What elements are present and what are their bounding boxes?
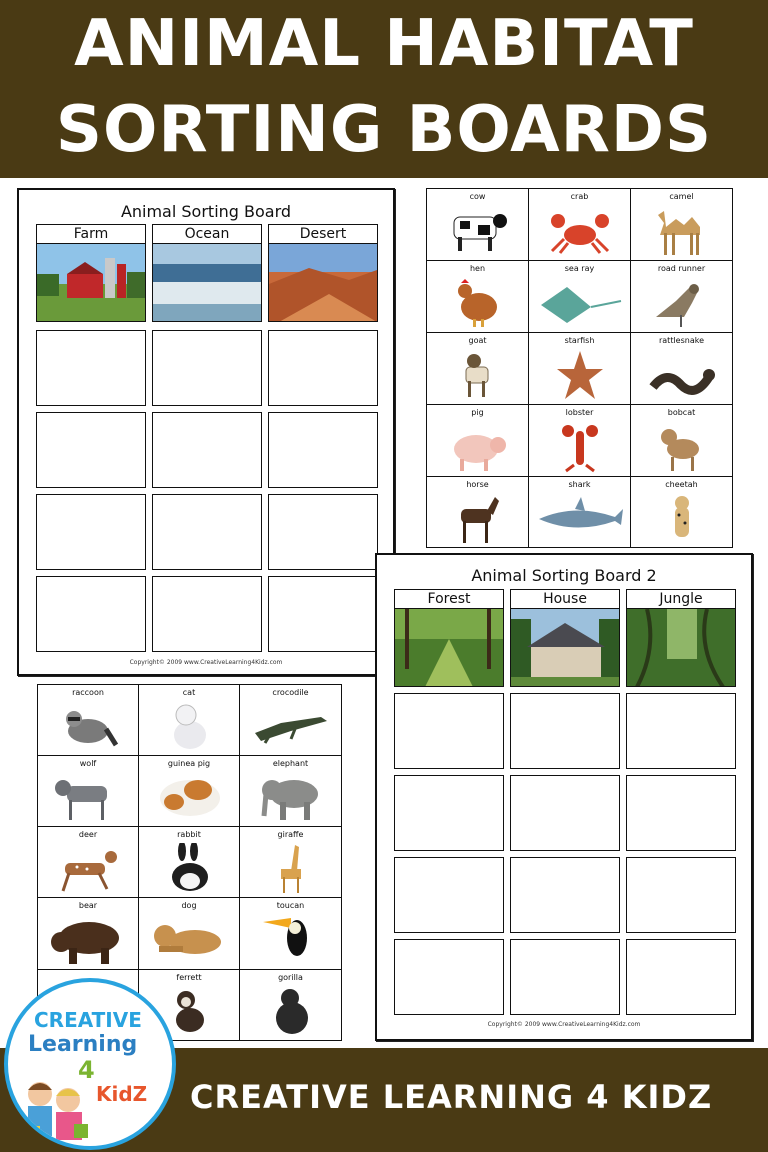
lobster-picture [560,421,600,473]
card-label: rabbit [177,830,201,839]
card-lobster[interactable] [528,404,631,477]
card-label: elephant [272,759,309,768]
card-crocodile[interactable] [239,684,342,756]
card-label: pig [471,408,484,417]
rabbit-picture [164,843,214,893]
bobcat-picture [657,421,707,473]
card-label: hen [469,264,486,273]
column-forest [394,589,504,687]
sort-cell[interactable] [268,576,378,652]
sort-cell[interactable] [152,330,262,406]
ocean-photo [153,244,261,321]
card-label: crocodile [272,688,309,697]
raccoon-picture [58,701,118,751]
sort-cell[interactable] [268,494,378,570]
card-label: wolf [79,759,97,768]
sort-cell[interactable] [268,412,378,488]
card-label: rattlesnake [658,336,705,345]
desert-photo [269,244,377,321]
column-label-house: House [511,590,619,609]
logo-text: KidZ [96,1082,148,1106]
card-label: raccoon [72,688,104,697]
card-label: sea ray [564,264,595,273]
column-house [510,589,620,687]
sort-cell[interactable] [626,775,736,851]
sort-cell[interactable] [510,857,620,933]
card-label: lobster [565,408,594,417]
card-label: goat [468,336,487,345]
gorilla-picture [268,986,314,1036]
logo-text: 4 [78,1056,95,1084]
ferrett-picture [164,986,214,1036]
deer-picture [53,843,123,893]
page-title-line-1: ANIMAL HABITAT [74,7,694,81]
column-label-forest: Forest [395,590,503,609]
sort-cell[interactable] [152,576,262,652]
board-2-copyright: Copyright© 2009 www.CreativeLearning4Kidz.com [487,1021,641,1028]
sort-cell[interactable] [152,412,262,488]
card-label: road runner [657,264,706,273]
card-label: toucan [276,901,305,910]
camel-picture [650,205,714,257]
card-cheetah[interactable] [630,476,733,548]
card-elephant[interactable] [239,755,342,827]
card-crab[interactable] [528,188,631,261]
sort-cell[interactable] [394,693,504,769]
sort-cell[interactable] [394,775,504,851]
column-farm [36,224,146,322]
card-label: camel [669,192,694,201]
cat-picture [166,701,212,751]
card-horse[interactable] [426,476,529,548]
hen-picture [451,277,505,329]
sort-cell[interactable] [394,939,504,1015]
card-label: dog [181,901,197,910]
card-label: cow [469,192,486,201]
toucan-picture [261,914,321,966]
goat-picture [458,349,498,401]
board-2-title: Animal Sorting Board 2 [471,566,657,585]
sea-ray-picture [537,277,623,329]
card-cat[interactable] [138,684,240,756]
sort-cell[interactable] [626,939,736,1015]
sort-cell[interactable] [36,412,146,488]
card-label: horse [466,480,489,489]
card-hen[interactable] [426,260,529,333]
card-label: shark [568,480,591,489]
card-label: guinea pig [167,759,211,768]
card-bobcat[interactable] [630,404,733,477]
card-label: bobcat [667,408,696,417]
farm-photo [37,244,145,321]
rattlesnake-picture [647,349,717,401]
shark-picture [535,495,625,539]
card-camel[interactable] [630,188,733,261]
giraffe-picture [271,843,311,895]
column-jungle [626,589,736,687]
card-rabbit[interactable] [138,826,240,898]
card-giraffe[interactable] [239,826,342,898]
sorting-board-1 [17,188,395,676]
column-label-farm: Farm [37,225,145,244]
guinea-pig-picture [154,774,224,818]
bear-picture [49,914,127,966]
forest-photo [395,609,503,686]
card-toucan[interactable] [239,897,342,970]
cow-picture [448,207,508,255]
card-dog[interactable] [138,897,240,970]
card-shark[interactable] [528,476,631,548]
card-wolf[interactable] [37,755,139,827]
animal-card-sheet-1 [426,188,732,546]
sort-cell[interactable] [36,330,146,406]
column-label-jungle: Jungle [627,590,735,609]
card-road-runner[interactable] [630,260,733,333]
footer-brand: CREATIVE LEARNING 4 KIDZ [190,1078,713,1116]
card-bear[interactable] [37,897,139,970]
starfish-picture [555,349,605,401]
horse-picture [453,493,503,545]
card-label: ferrett [176,973,202,982]
card-label: starfish [564,336,595,345]
card-raccoon[interactable] [37,684,139,756]
sort-cell[interactable] [510,693,620,769]
cheetah-picture [667,493,697,545]
card-label: bear [78,901,98,910]
crab-picture [548,207,612,255]
top-banner [0,0,768,178]
logo-text: Learning [28,1032,138,1057]
card-label: cat [182,688,196,697]
card-label: giraffe [277,830,304,839]
card-rattlesnake[interactable] [630,332,733,405]
card-label: crab [570,192,589,201]
card-sea-ray[interactable] [528,260,631,333]
sort-cell[interactable] [268,330,378,406]
card-gorilla[interactable] [239,969,342,1041]
card-pig[interactable] [426,404,529,477]
sort-cell[interactable] [510,775,620,851]
pig-picture [448,421,508,473]
card-label: cheetah [665,480,698,489]
sorting-board-2 [375,553,753,1041]
page-title-line-2: SORTING BOARDS [55,93,713,167]
card-guinea-pig[interactable] [138,755,240,827]
sort-cell[interactable] [152,494,262,570]
sort-cell[interactable] [36,576,146,652]
card-label: deer [78,830,98,839]
card-starfish[interactable] [528,332,631,405]
sort-cell[interactable] [510,939,620,1015]
crocodile-picture [251,703,331,747]
column-label-ocean: Ocean [153,225,261,244]
column-desert [268,224,378,322]
logo-text: CREATIVE [34,1008,142,1032]
sort-cell[interactable] [626,857,736,933]
board-1-title: Animal Sorting Board [120,202,292,221]
card-cow[interactable] [426,188,529,261]
column-label-desert: Desert [269,225,377,244]
sort-cell[interactable] [394,857,504,933]
house-photo [511,609,619,686]
elephant-picture [256,772,326,822]
sort-cell[interactable] [36,494,146,570]
dog-picture [149,916,229,962]
jungle-photo [627,609,735,686]
column-ocean [152,224,262,322]
road-runner-picture [652,277,712,329]
board-1-copyright: Copyright© 2009 www.CreativeLearning4Kidz.com [129,659,283,666]
card-label: gorilla [278,973,303,982]
creative-learning-logo [4,978,176,1150]
card-deer[interactable] [37,826,139,898]
wolf-picture [53,772,123,822]
card-goat[interactable] [426,332,529,405]
kids-illustration-icon [18,1074,98,1144]
sort-cell[interactable] [626,693,736,769]
